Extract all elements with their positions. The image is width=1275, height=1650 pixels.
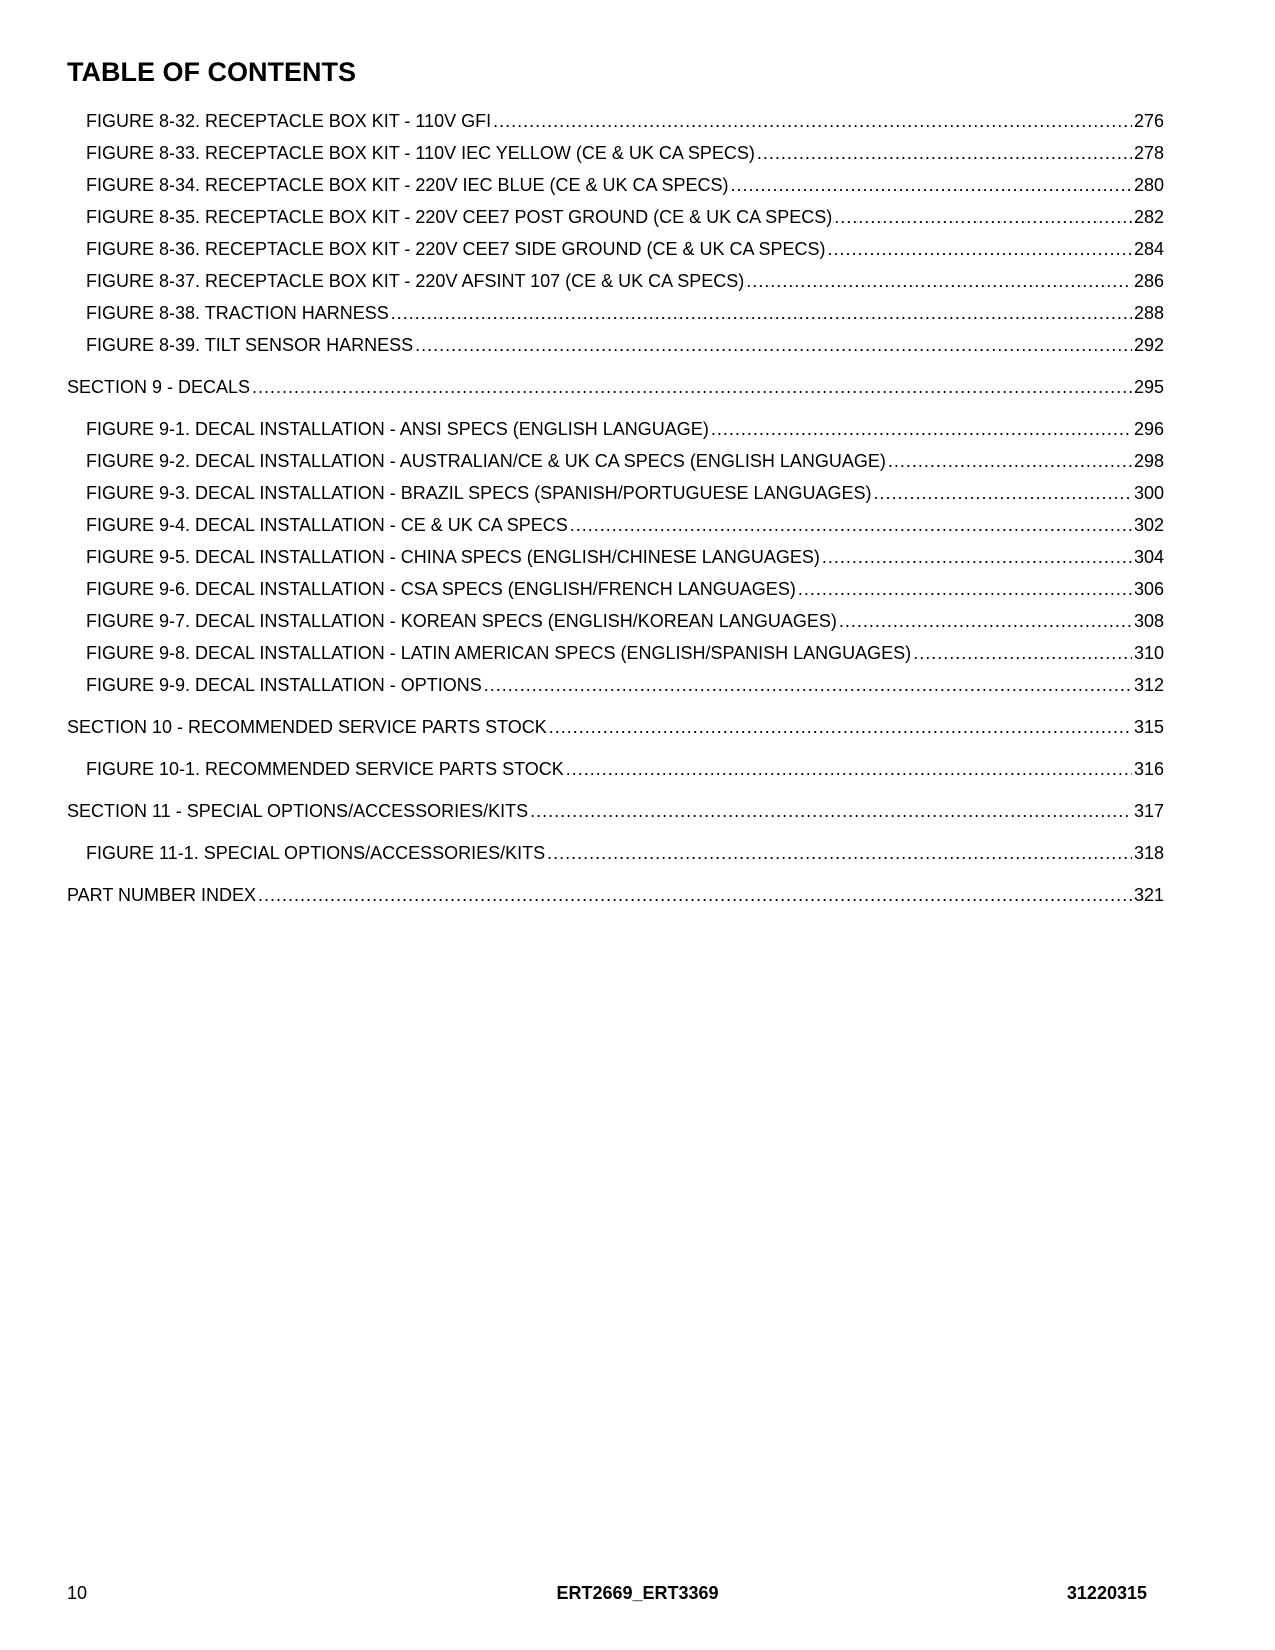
dot-leader xyxy=(798,578,1132,600)
toc-entry-page: 295 xyxy=(1133,377,1164,397)
toc-entry-page: 312 xyxy=(1133,675,1164,695)
dot-leader xyxy=(484,674,1132,696)
toc-entry-page: 321 xyxy=(1133,885,1164,905)
toc-entry-label: FIGURE 11-1. SPECIAL OPTIONS/ACCESSORIES/KITS xyxy=(86,843,546,863)
toc-entry[interactable] xyxy=(67,842,1164,864)
toc-entry[interactable] xyxy=(67,142,1164,164)
toc-entry[interactable] xyxy=(67,418,1164,440)
dot-leader xyxy=(391,302,1132,324)
toc-entry-label: SECTION 10 - RECOMMENDED SERVICE PARTS STOCK xyxy=(67,717,547,737)
toc-entry[interactable] xyxy=(67,482,1164,504)
toc-entry-label: FIGURE 8-39. TILT SENSOR HARNESS xyxy=(86,335,414,355)
toc-entry-label: FIGURE 8-33. RECEPTACLE BOX KIT - 110V IEC YELLOW (CE & UK CA SPECS) xyxy=(86,143,755,163)
toc-entry-page: 315 xyxy=(1133,717,1164,737)
toc-entry-label: FIGURE 8-36. RECEPTACLE BOX KIT - 220V CEE7 SIDE GROUND (CE & UK CA SPECS) xyxy=(86,239,826,259)
toc-entry-label: FIGURE 9-1. DECAL INSTALLATION - ANSI SPECS (ENGLISH LANGUAGE) xyxy=(86,419,709,439)
toc-entry-page: 298 xyxy=(1133,451,1164,471)
toc-entry[interactable] xyxy=(67,514,1164,536)
toc-section-entry[interactable] xyxy=(67,884,1164,906)
toc-entry[interactable] xyxy=(67,546,1164,568)
toc-entry-label: FIGURE 9-5. DECAL INSTALLATION - CHINA SPECS (ENGLISH/CHINESE LANGUAGES) xyxy=(86,547,820,567)
toc-entry-page: 318 xyxy=(1133,843,1164,863)
toc-entry-page: 286 xyxy=(1133,271,1164,291)
toc-entry[interactable] xyxy=(67,578,1164,600)
toc-entry-page: 306 xyxy=(1133,579,1164,599)
dot-leader xyxy=(415,334,1132,356)
toc-entry[interactable] xyxy=(67,674,1164,696)
toc-entry-page: 302 xyxy=(1133,515,1164,535)
dot-leader xyxy=(711,418,1132,440)
toc-entry-label: FIGURE 10-1. RECOMMENDED SERVICE PARTS STOCK xyxy=(86,759,564,779)
toc-entry-label: FIGURE 8-34. RECEPTACLE BOX KIT - 220V IEC BLUE (CE & UK CA SPECS) xyxy=(86,175,729,195)
toc-entry-page: 296 xyxy=(1133,419,1164,439)
toc-entry-label: FIGURE 9-4. DECAL INSTALLATION - CE & UK CA SPECS xyxy=(86,515,568,535)
toc-section-entry[interactable] xyxy=(67,716,1164,738)
dot-leader xyxy=(746,270,1132,292)
dot-leader xyxy=(839,610,1132,632)
toc-entry-page: 308 xyxy=(1133,611,1164,631)
dot-leader xyxy=(530,800,1132,822)
toc-entry-page: 310 xyxy=(1133,643,1164,663)
toc-entry[interactable] xyxy=(67,610,1164,632)
toc-entry-page: 280 xyxy=(1133,175,1164,195)
toc-section-entry[interactable] xyxy=(67,800,1164,822)
dot-leader xyxy=(549,716,1132,738)
toc-entry-page: 317 xyxy=(1133,801,1164,821)
toc-entry-label: FIGURE 9-9. DECAL INSTALLATION - OPTIONS xyxy=(86,675,482,695)
toc-entry-label: PART NUMBER INDEX xyxy=(67,885,257,905)
dot-leader xyxy=(757,142,1132,164)
toc-entry[interactable] xyxy=(67,238,1164,260)
dot-leader xyxy=(822,546,1132,568)
dot-leader xyxy=(913,642,1132,664)
toc-entry[interactable] xyxy=(67,642,1164,664)
toc-entry-label: FIGURE 9-3. DECAL INSTALLATION - BRAZIL SPECS (SPANISH/PORTUGUESE LANGUAGES) xyxy=(86,483,872,503)
dot-leader xyxy=(834,206,1132,228)
toc-entry-label: FIGURE 9-7. DECAL INSTALLATION - KOREAN SPECS (ENGLISH/KOREAN LANGUAGES) xyxy=(86,611,837,631)
toc-entry[interactable] xyxy=(67,302,1164,324)
toc-entry-page: 276 xyxy=(1133,111,1164,131)
toc-entry-label: FIGURE 8-35. RECEPTACLE BOX KIT - 220V CEE7 POST GROUND (CE & UK CA SPECS) xyxy=(86,207,833,227)
dot-leader xyxy=(874,482,1132,504)
toc-section-entry[interactable] xyxy=(67,376,1164,398)
toc-entry[interactable] xyxy=(67,334,1164,356)
dot-leader xyxy=(493,110,1132,132)
dot-leader xyxy=(888,450,1132,472)
dot-leader xyxy=(566,758,1132,780)
toc-entry[interactable] xyxy=(67,758,1164,780)
toc-entry-page: 288 xyxy=(1133,303,1164,323)
toc-entry-page: 278 xyxy=(1133,143,1164,163)
toc-entry[interactable] xyxy=(67,270,1164,292)
toc-entry-label: SECTION 11 - SPECIAL OPTIONS/ACCESSORIES/KITS xyxy=(67,801,529,821)
toc-entry-page: 282 xyxy=(1133,207,1164,227)
toc-entry-label: FIGURE 9-2. DECAL INSTALLATION - AUSTRALIAN/CE & UK CA SPECS (ENGLISH LANGUAGE) xyxy=(86,451,886,471)
toc-entry-label: FIGURE 8-37. RECEPTACLE BOX KIT - 220V AFSINT 107 (CE & UK CA SPECS) xyxy=(86,271,745,291)
toc-entry[interactable] xyxy=(67,206,1164,228)
toc-list xyxy=(67,110,1164,906)
dot-leader xyxy=(252,376,1132,398)
footer-page-number: 10 xyxy=(67,1583,88,1603)
toc-entry-label: FIGURE 9-8. DECAL INSTALLATION - LATIN AMERICAN SPECS (ENGLISH/SPANISH LANGUAGES) xyxy=(86,643,912,663)
dot-leader xyxy=(570,514,1132,536)
toc-entry[interactable] xyxy=(67,450,1164,472)
footer-doc-number: 31220315 xyxy=(1066,1583,1147,1603)
toc-entry-page: 284 xyxy=(1133,239,1164,259)
toc-entry-label: FIGURE 8-38. TRACTION HARNESS xyxy=(86,303,389,323)
page-title: TABLE OF CONTENTS xyxy=(67,57,356,87)
toc-entry-page: 300 xyxy=(1133,483,1164,503)
footer-model: ERT2669_ERT3369 xyxy=(556,1583,719,1603)
dot-leader xyxy=(828,238,1132,260)
toc-entry-label: SECTION 9 - DECALS xyxy=(67,377,251,397)
dot-leader xyxy=(731,174,1132,196)
dot-leader xyxy=(547,842,1132,864)
toc-entry-page: 292 xyxy=(1133,335,1164,355)
toc-entry-label: FIGURE 9-6. DECAL INSTALLATION - CSA SPECS (ENGLISH/FRENCH LANGUAGES) xyxy=(86,579,796,599)
dot-leader xyxy=(258,884,1132,906)
toc-entry[interactable] xyxy=(67,110,1164,132)
toc-entry[interactable] xyxy=(67,174,1164,196)
toc-entry-page: 304 xyxy=(1133,547,1164,567)
toc-entry-label: FIGURE 8-32. RECEPTACLE BOX KIT - 110V GFI xyxy=(86,111,492,131)
toc-entry-page: 316 xyxy=(1133,759,1164,779)
